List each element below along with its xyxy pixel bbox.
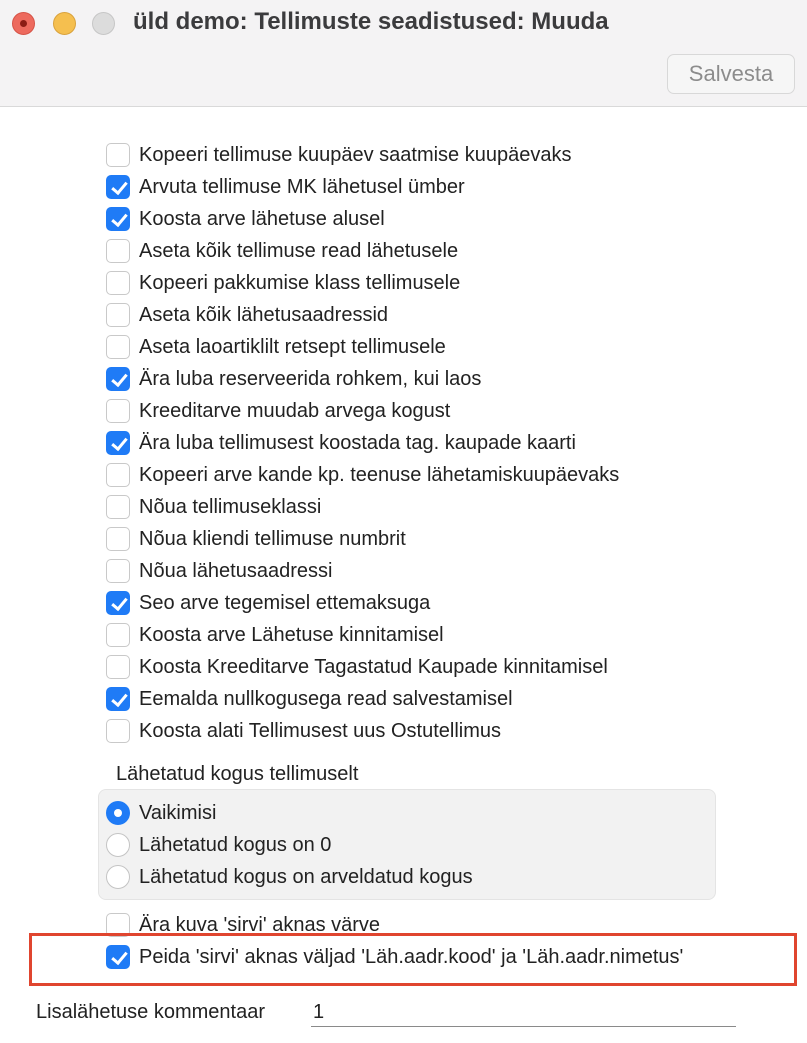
checkbox-label: Peida 'sirvi' aknas väljad 'Läh.aadr.kood' ja 'Läh.aadr.nimetus'	[139, 945, 684, 968]
radio-row-0[interactable]	[106, 799, 216, 827]
radio-unselected-icon[interactable]	[106, 865, 130, 889]
checkbox-label: Aseta kõik tellimuse read lähetusele	[139, 239, 459, 262]
checkbox-label: Ära luba tellimusest koostada tag. kaupade kaarti	[139, 431, 576, 454]
option-row-12[interactable]	[106, 525, 406, 553]
checkbox-checked-icon[interactable]	[106, 367, 130, 391]
checkbox-unchecked-icon[interactable]	[106, 335, 130, 359]
shipped-quantity-label: Lähetatud kogus tellimuselt	[116, 763, 359, 785]
minimize-window-icon[interactable]	[53, 12, 76, 35]
option-row-17[interactable]	[106, 685, 513, 713]
checkbox-unchecked-icon[interactable]	[106, 495, 130, 519]
option-row-5[interactable]	[106, 301, 388, 329]
checkbox-checked-icon[interactable]	[106, 431, 130, 455]
close-window-icon[interactable]	[12, 12, 35, 35]
comment-label: Lisalähetuse kommentaar	[36, 1001, 266, 1023]
option-row-3[interactable]	[106, 237, 458, 265]
option-row-0[interactable]	[106, 141, 571, 169]
save-button[interactable]: Salvesta	[667, 54, 795, 94]
checkbox-label: Koosta Kreeditarve Tagastatud Kaupade kinnitamisel	[139, 655, 608, 678]
checkbox-label: Nõua lähetusaadressi	[139, 559, 333, 582]
option-row-1[interactable]	[106, 173, 465, 201]
radio-row-1[interactable]	[106, 831, 331, 859]
option-row-7[interactable]	[106, 365, 481, 393]
checkbox-label: Nõua kliendi tellimuse numbrit	[139, 527, 406, 550]
checkbox-unchecked-icon[interactable]	[106, 399, 130, 423]
checkbox-checked-icon[interactable]	[106, 591, 130, 615]
radio-selected-icon[interactable]	[106, 801, 130, 825]
checkbox-unchecked-icon[interactable]	[106, 623, 130, 647]
checkbox-label: Koosta alati Tellimusest uus Ostutellimus	[139, 719, 502, 742]
radio-label: Lähetatud kogus on arveldatud kogus	[139, 865, 473, 888]
checkbox-label: Kopeeri arve kande kp. teenuse lähetamiskuupäevaks	[139, 463, 620, 486]
checkbox-unchecked-icon[interactable]	[106, 463, 130, 487]
checkbox-label: Nõua tellimuseklassi	[139, 495, 322, 518]
option-row-14[interactable]	[106, 589, 430, 617]
option-row-8[interactable]	[106, 397, 450, 425]
checkbox-label: Kopeeri tellimuse kuupäev saatmise kuupäevaks	[139, 143, 572, 166]
checkbox-checked-icon[interactable]	[106, 175, 130, 199]
window-title: üld demo: Tellimuste seadistused: Muuda	[133, 8, 609, 35]
radio-unselected-icon[interactable]	[106, 833, 130, 857]
title-bar	[0, 0, 807, 107]
option-row-18[interactable]	[106, 717, 501, 745]
checkbox-label: Ära kuva 'sirvi' aknas värve	[139, 913, 381, 936]
highlight-box	[29, 933, 797, 986]
checkbox-unchecked-icon[interactable]	[106, 303, 130, 327]
checkbox-unchecked-icon[interactable]	[106, 239, 130, 263]
option-row-4[interactable]	[106, 269, 460, 297]
radio-label: Lähetatud kogus on 0	[139, 833, 332, 856]
checkbox-label: Kreeditarve muudab arvega kogust	[139, 399, 451, 422]
radio-row-2[interactable]	[106, 863, 473, 891]
checkbox-unchecked-icon[interactable]	[106, 143, 130, 167]
radio-label: Vaikimisi	[139, 801, 217, 824]
option-row-15[interactable]	[106, 621, 444, 649]
checkbox-unchecked-icon[interactable]	[106, 559, 130, 583]
checkbox-unchecked-icon[interactable]	[106, 527, 130, 551]
option-row-13[interactable]	[106, 557, 332, 585]
comment-input[interactable]	[311, 999, 736, 1027]
checkbox-unchecked-icon[interactable]	[106, 719, 130, 743]
option-row-9[interactable]	[106, 429, 576, 457]
checkbox-label: Eemalda nullkogusega read salvestamisel	[139, 687, 513, 710]
checkbox-unchecked-icon[interactable]	[106, 271, 130, 295]
checkbox-label: Seo arve tegemisel ettemaksuga	[139, 591, 431, 614]
option-row-16[interactable]	[106, 653, 608, 681]
checkbox-unchecked-icon[interactable]	[106, 655, 130, 679]
checkbox-label: Kopeeri pakkumise klass tellimusele	[139, 271, 461, 294]
option-row-10[interactable]	[106, 461, 619, 489]
checkbox-label: Arvuta tellimuse MK lähetusel ümber	[139, 175, 465, 198]
checkbox-checked-icon[interactable]	[106, 687, 130, 711]
checkbox-label: Koosta arve lähetuse alusel	[139, 207, 385, 230]
zoom-window-icon[interactable]	[92, 12, 115, 35]
checkbox-label: Koosta arve Lähetuse kinnitamisel	[139, 623, 444, 646]
option-row-11[interactable]	[106, 493, 321, 521]
checkbox-checked-icon[interactable]	[106, 207, 130, 231]
checkbox-label: Aseta kõik lähetusaadressid	[139, 303, 389, 326]
option-row-6[interactable]	[106, 333, 446, 361]
checkbox-label: Aseta laoartiklilt retsept tellimusele	[139, 335, 446, 358]
checkbox-label: Ära luba reserveerida rohkem, kui laos	[139, 367, 482, 390]
option-row-2[interactable]	[106, 205, 385, 233]
